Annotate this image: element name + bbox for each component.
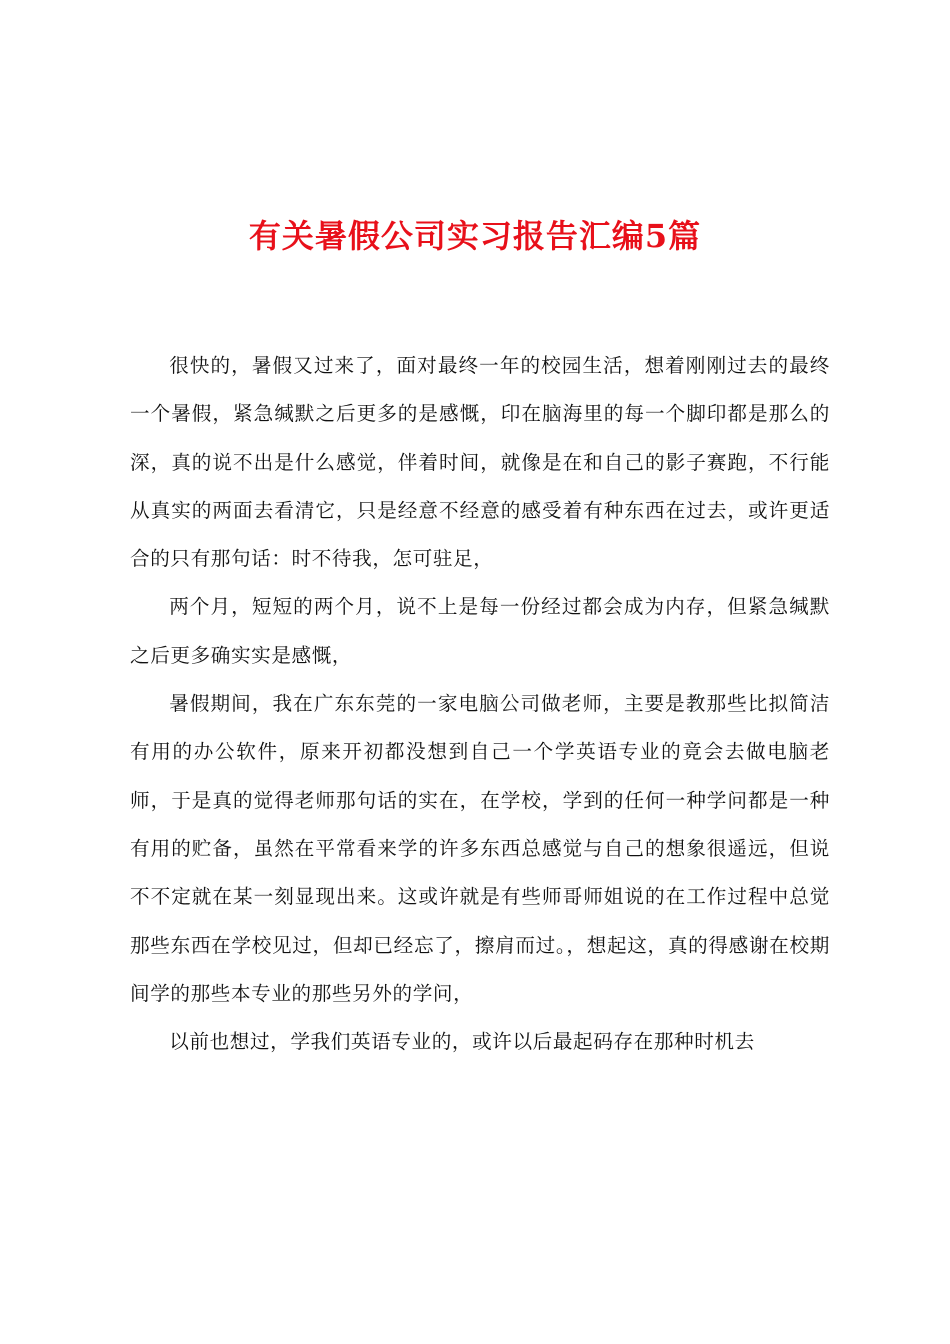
document-title: 有关暑假公司实习报告汇编5篇 <box>248 217 702 255</box>
paragraph-3: 暑假期间，我在广东东莞的一家电脑公司做老师，主要是教那些比拟简洁有用的办公软件，原来开初都没想到自己一个学英语专业的竟会去做电脑老师，于是真的觉得老师那句话的实在，在学校，学到的任何一种学问都是一种有用的贮备，虽然在平常看来学的许多东西总感觉与自己的想象很遥远，但说不不定就在某一刻显现出来。这或许就是有些师哥师姐说的在工作过程中总觉那些东西在学校见过，但却已经忘了，擦肩而过。，想起这，真的得感谢在校期间学的那些本专业的那些另外的学问， <box>130 692 830 1005</box>
document-body <box>130 342 830 1066</box>
paragraph-2: 两个月，短短的两个月，说不上是每一份经过都会成为内存，但紧急缄默之后更多确实实是感慨， <box>130 595 830 667</box>
paragraph-4: 以前也想过，学我们英语专业的，或许以后最起码存在那种时机去 <box>169 1030 755 1054</box>
paragraph-1: 很快的，暑假又过来了，面对最终一年的校园生活，想着刚刚过去的最终一个暑假，紧急缄默之后更多的是感慨，印在脑海里的每一个脚印都是那么的深，真的说不出是什么感觉，伴着时间，就像是在和自己的影子赛跑，不行能从真实的两面去看清它，只是经意不经意的感受着有种东西在过去，或许更适合的只有那句话：时不待我，怎可驻足， <box>130 354 830 571</box>
